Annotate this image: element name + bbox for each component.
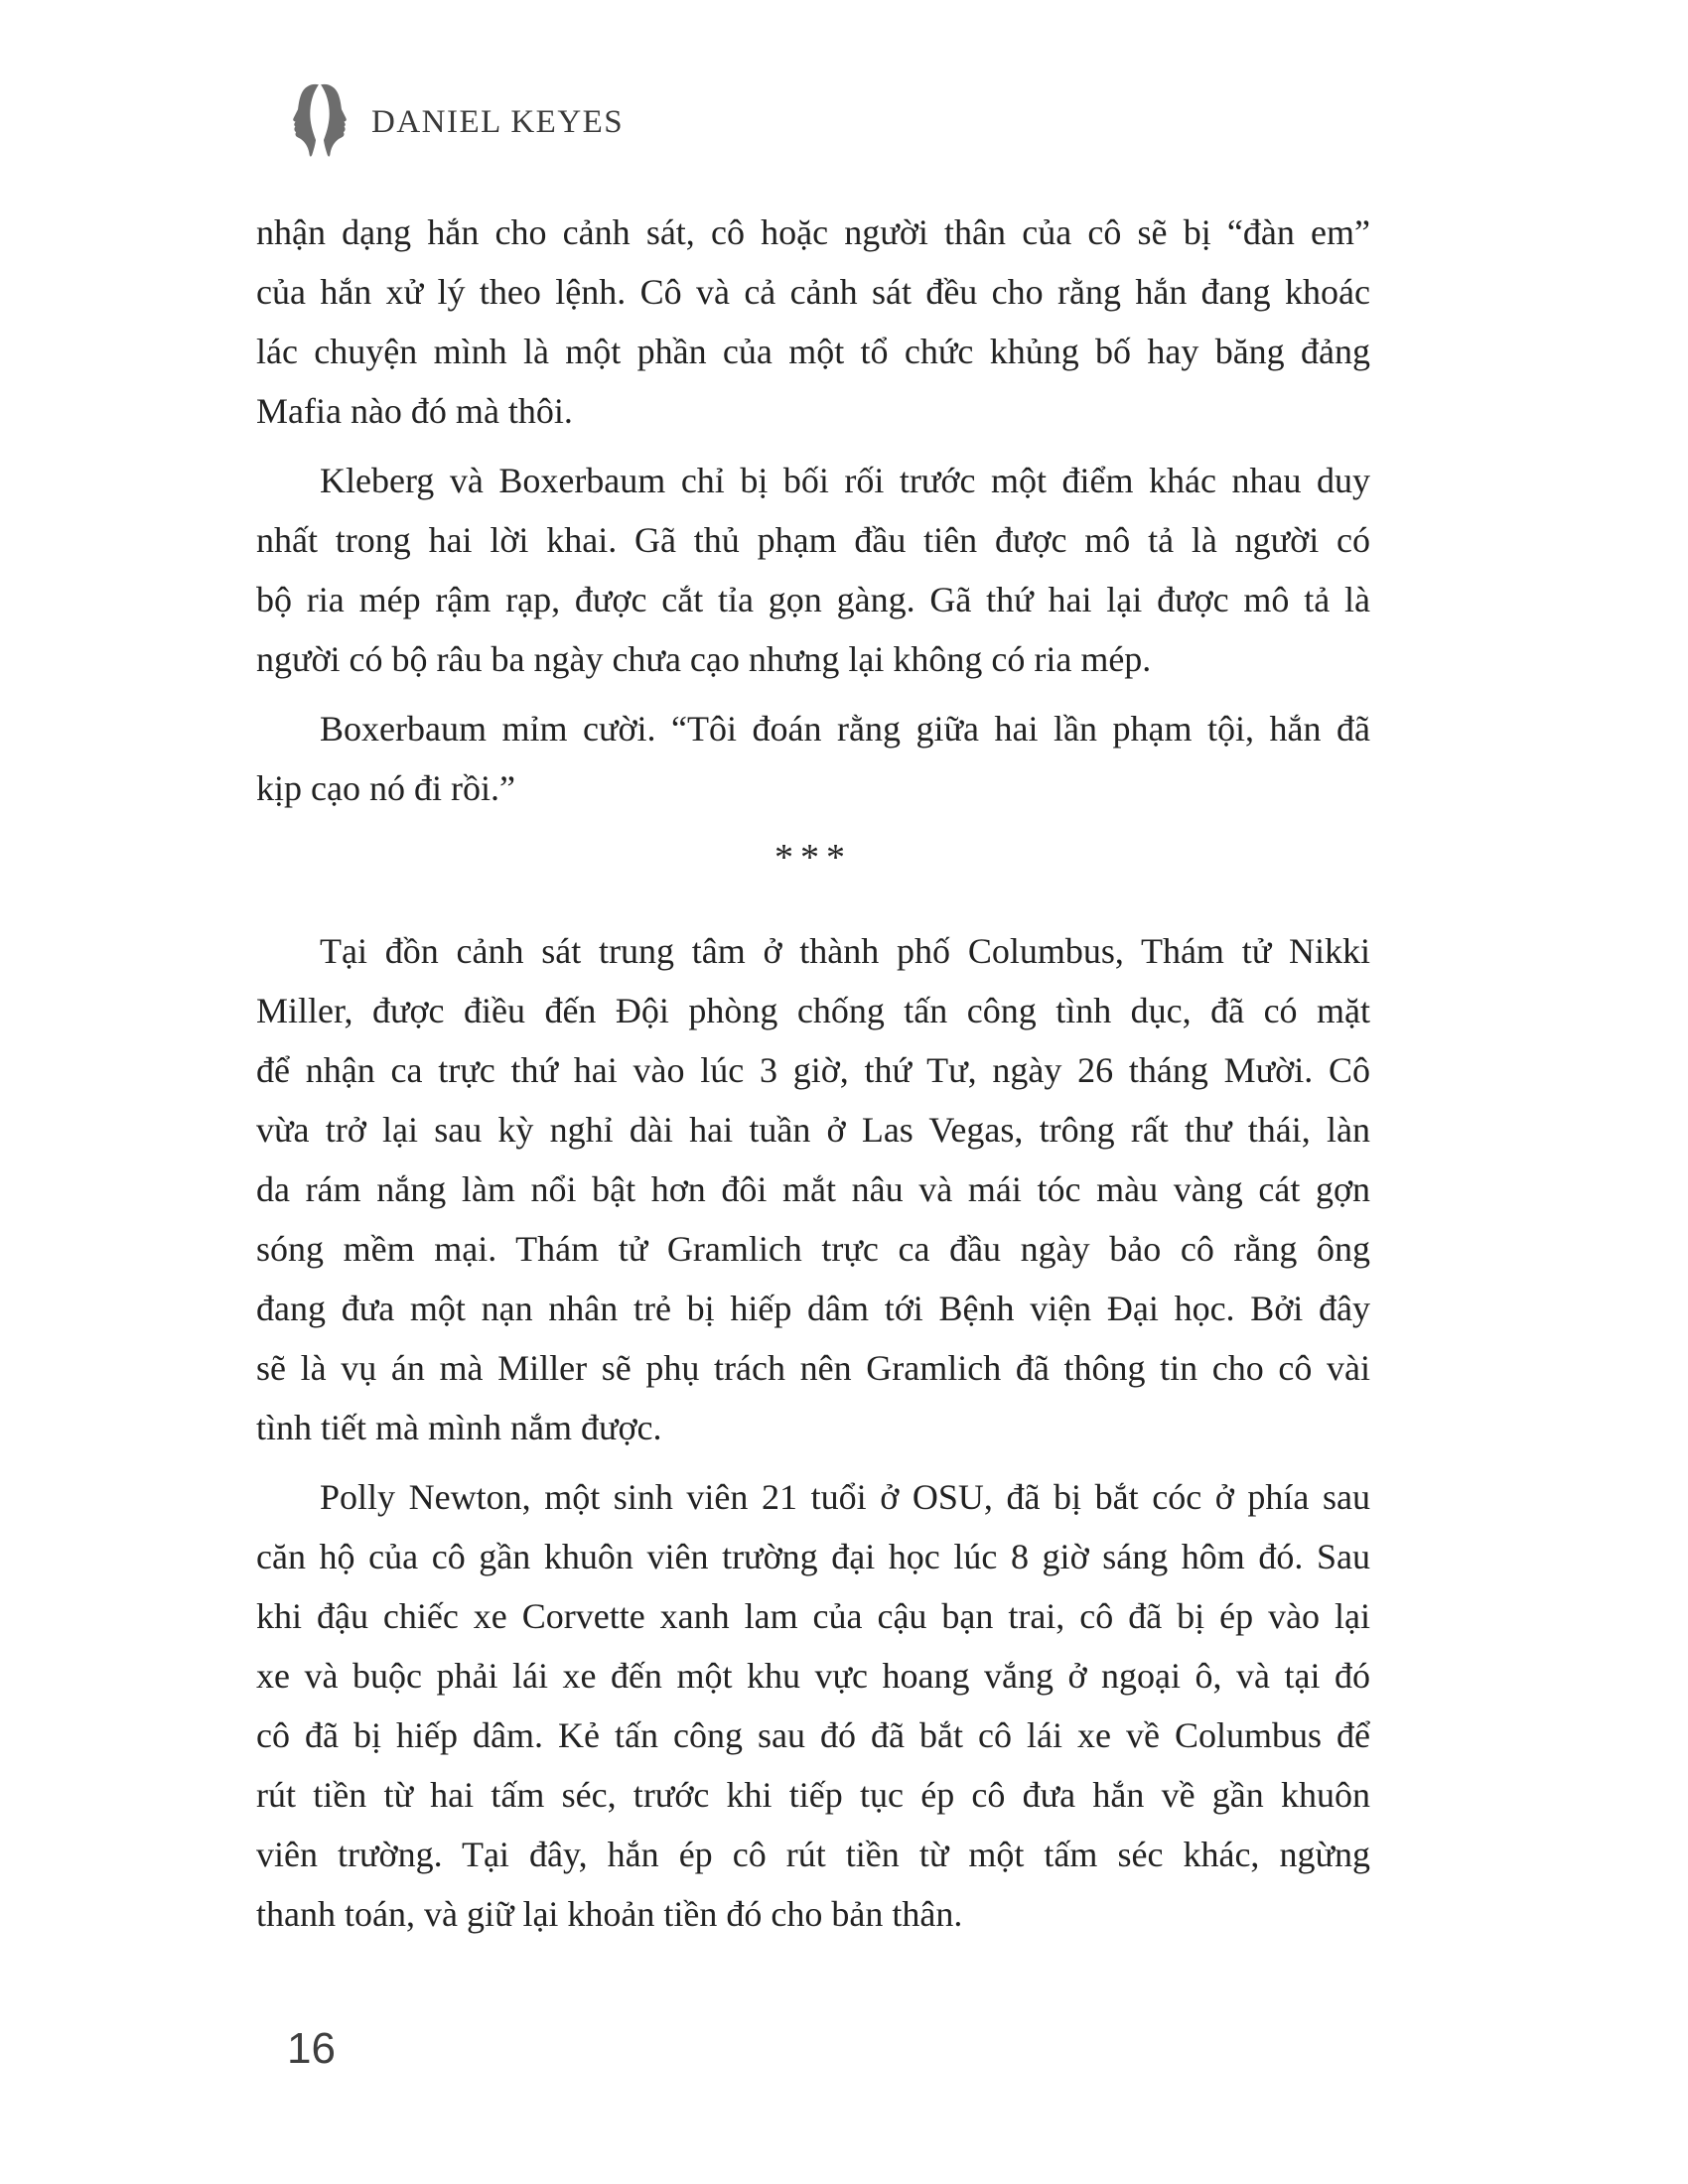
- text-line: nhất trong hai lời khai. Gã thủ phạm đầu tiên được mô tả là người có: [256, 520, 1370, 560]
- text-line: đang đưa một nạn nhân trẻ bị hiếp dâm tới Bệnh viện Đại học. Bởi đây: [256, 1289, 1370, 1328]
- two-profile-faces-icon: [284, 81, 355, 161]
- text-line: thanh toán, và giữ lại khoản tiền đó cho bản thân.: [256, 1894, 963, 1934]
- text-line: sóng mềm mại. Thám tử Gramlich trực ca đầu ngày bảo cô rằng ông: [256, 1229, 1370, 1269]
- text-line: vừa trở lại sau kỳ nghỉ dài hai tuần ở Las Vegas, trông rất thư thái, làn: [256, 1110, 1370, 1150]
- text-line: viên trường. Tại đây, hắn ép cô rút tiền từ một tấm séc khác, ngừng: [256, 1835, 1370, 1874]
- text-line: căn hộ của cô gần khuôn viên trường đại học lúc 8 giờ sáng hôm đó. Sau: [256, 1537, 1370, 1576]
- text-line: của hắn xử lý theo lệnh. Cô và cả cảnh sát đều cho rằng hắn đang khoác: [256, 272, 1370, 312]
- text-line: nhận dạng hắn cho cảnh sát, cô hoặc người thân của cô sẽ bị “đàn em”: [256, 212, 1370, 252]
- text-line: cô đã bị hiếp dâm. Kẻ tấn công sau đó đã bắt cô lái xe về Columbus để: [256, 1715, 1370, 1755]
- page-header: [284, 81, 624, 161]
- text-line: Miller, được điều đến Đội phòng chống tấn công tình dục, đã có mặt: [256, 991, 1370, 1030]
- text-line: Kleberg và Boxerbaum chỉ bị bối rối trước một điểm khác nhau duy: [320, 461, 1370, 500]
- body-text: [256, 203, 1370, 1954]
- text-line: sẽ là vụ án mà Miller sẽ phụ trách nên Gramlich đã thông tin cho cô vài: [256, 1348, 1370, 1388]
- text-line: bộ ria mép rậm rạp, được cắt tỉa gọn gàng. Gã thứ hai lại được mô tả là: [256, 580, 1370, 619]
- text-line: để nhận ca trực thứ hai vào lúc 3 giờ, thứ Tư, ngày 26 tháng Mười. Cô: [256, 1050, 1370, 1090]
- text-line: kịp cạo nó đi rồi.”: [256, 768, 515, 808]
- text-line: tình tiết mà mình nắm được.: [256, 1408, 662, 1447]
- paragraph: [256, 699, 1370, 818]
- page-number: 16: [287, 2024, 336, 2073]
- paragraph: [256, 1467, 1370, 1944]
- text-line: da rám nắng làm nổi bật hơn đôi mắt nâu và mái tóc màu vàng cát gợn: [256, 1169, 1370, 1209]
- text-line: lác chuyện mình là một phần của một tổ chức khủng bố hay băng đảng: [256, 332, 1370, 371]
- text-line: khi đậu chiếc xe Corvette xanh lam của cậu bạn trai, cô đã bị ép vào lại: [256, 1596, 1370, 1636]
- paragraph: [256, 203, 1370, 441]
- author-brand: DANIEL KEYES: [371, 103, 625, 140]
- text-line: Polly Newton, một sinh viên 21 tuổi ở OSU, đã bị bắt cóc ở phía sau: [320, 1477, 1370, 1517]
- text-line: Tại đồn cảnh sát trung tâm ở thành phố Columbus, Thám tử Nikki: [320, 931, 1370, 971]
- text-line: xe và buộc phải lái xe đến một khu vực hoang vắng ở ngoại ô, và tại đó: [256, 1656, 1370, 1696]
- text-line: Boxerbaum mỉm cười. “Tôi đoán rằng giữa hai lần phạm tội, hắn đã: [320, 709, 1370, 749]
- text-line: rút tiền từ hai tấm séc, trước khi tiếp tục ép cô đưa hắn về gần khuôn: [256, 1775, 1370, 1815]
- text-line: người có bộ râu ba ngày chưa cạo nhưng lại không có ria mép.: [256, 639, 1152, 679]
- section-separator: ***: [774, 837, 852, 879]
- paragraph: [256, 451, 1370, 689]
- text-line: Mafia nào đó mà thôi.: [256, 391, 573, 431]
- paragraph: [256, 921, 1370, 1457]
